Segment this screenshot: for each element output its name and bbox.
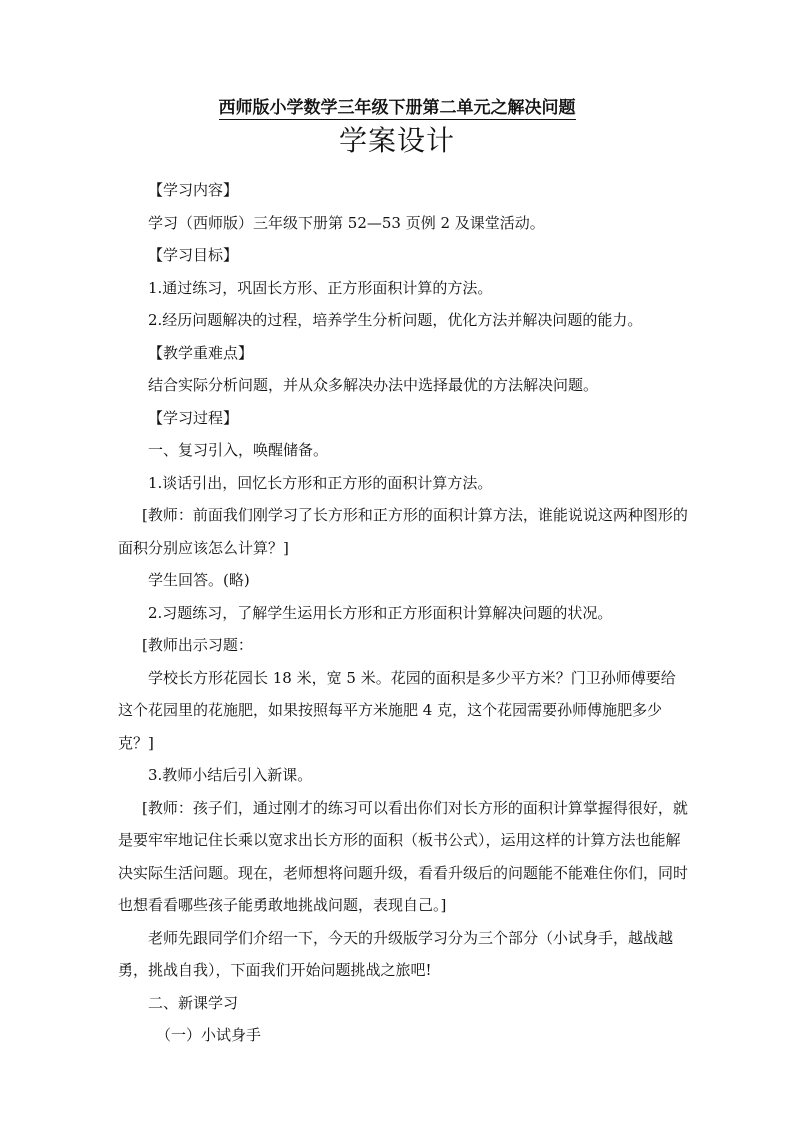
teacher-quote: [教师出示习题：	[142, 636, 253, 654]
paragraph: （一）小试身手	[156, 1026, 262, 1044]
paragraph: 二、新课学习	[148, 993, 239, 1012]
paragraph: 学习（西师版）三年级下册第 52—53 页例 2 及课堂活动。	[148, 213, 545, 232]
section-heading-process: 【学习过程】	[148, 408, 239, 427]
teacher-quote: [教师：孩子们，通过刚才的练习可以看出你们对长方形的面积计算掌握得很好，就是要牢牢地记住长乘以宽求出长方形的面积（板书公式），运用这样的计算方法也能解决实际生活问题。现在，老师想将问题升级，看看升级后的问题能不能难住你们，同时也想看看哪些孩子能勇敢地挑战问题，表现自己。]	[118, 798, 689, 914]
teacher-quote: [教师：前面我们刚学习了长方形和正方形的面积计算方法，谁能说说这两种图形的面积分别应该怎么计算？]	[118, 506, 688, 557]
paragraph: 2.经历问题解决的过程，培养学生分析问题，优化方法并解决问题的能力。	[148, 311, 643, 329]
document-subtitle: 学案设计	[338, 124, 455, 157]
paragraph: 老师先跟同学们介绍一下，今天的升级版学习分为三个部分（小试身手，越战越勇，挑战自我），下面我们开始问题挑战之旅吧!	[118, 928, 674, 979]
section-heading-key-points: 【教学重难点】	[148, 343, 254, 362]
paragraph: 一、复习引入，唤醒储备。	[148, 441, 329, 459]
paragraph: 2.习题练习，了解学生运用长方形和正方形面积计算解决问题的状况。	[148, 603, 613, 622]
section-heading-goals: 【学习目标】	[148, 246, 239, 264]
section-heading-content: 【学习内容】	[148, 181, 239, 199]
document-title: 西师版小学数学三年级下册第二单元之解决问题	[218, 98, 576, 118]
paragraph: 1.谈话引出，回忆长方形和正方形的面积计算方法。	[148, 473, 493, 492]
document-body	[118, 174, 688, 1052]
exercise-problem: 学校长方形花园长 18 米，宽 5 米。花园的面积是多少平方米？门卫孙师傅要给这个花园里的花施肥，如果按照每平方米施肥 4 克，这个花园需要孙师傅施肥多少克？]	[118, 668, 676, 752]
paragraph: 1.通过练习，巩固长方形、正方形面积计算的方法。	[148, 278, 493, 297]
paragraph: 3.教师小结后引入新课。	[148, 766, 313, 784]
paragraph: 结合实际分析问题，并从众多解决办法中选择最优的方法解决问题。	[148, 376, 599, 394]
paragraph: 学生回答。(略)	[148, 571, 250, 589]
